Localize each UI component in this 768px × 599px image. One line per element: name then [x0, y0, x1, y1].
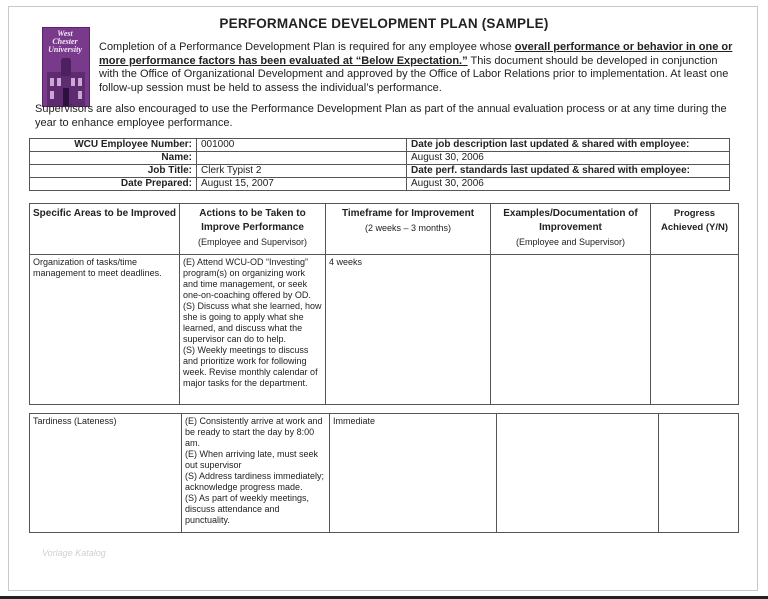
row-area: Tardiness (Lateness): [30, 414, 182, 533]
building-icon: [43, 58, 89, 106]
row-actions: (E) Attend WCU-OD “Investing” program(s) on organizing work and time management, or seek one-on-coaching offered by OD. (S) Discuss what she learned, how she is going to apply what she learned, and discuss what the supervisor can do to help. (S) Weekly meetings to discuss and prioritize work for following week. Revise monthly calendar of major tasks for the department.: [180, 255, 326, 405]
header-actions: Actions to be Taken to Improve Performance (Employee and Supervisor): [180, 204, 326, 255]
date-prepared-value: August 15, 2007: [197, 178, 407, 191]
row-actions: (E) Consistently arrive at work and be ready to start the day by 8:00 am. (E) When arriving late, must seek out supervisor (S) Address tardiness immediately; acknowledge progress made. (S) As part of weekly meetings, discuss attendance and punctuality.: [182, 414, 330, 533]
row-examples: [491, 255, 651, 405]
header-row: [30, 204, 739, 255]
job-description-date: August 30, 2006: [407, 152, 730, 165]
header-timeframe: Timeframe for Improvement (2 weeks – 3 months): [326, 204, 491, 255]
row-progress: [651, 255, 739, 405]
employee-number-value: 001000: [197, 139, 407, 152]
job-description-label: Date job description last updated & shared with employee:: [407, 139, 730, 152]
intro-emphasis: overall performance or behavior in one or more performance factors has been evaluated at “Below Expectation.”: [99, 41, 733, 67]
header-progress: Progress Achieved (Y/N): [651, 204, 739, 255]
improvement-plan-table: [29, 203, 739, 405]
table-row: [30, 414, 739, 533]
header-areas: Specific Areas to be Improved: [30, 204, 180, 255]
employee-info-table: [29, 138, 730, 191]
row-timeframe: Immediate: [330, 414, 497, 533]
perf-standards-date: August 30, 2006: [407, 178, 730, 191]
supervisor-paragraph: Supervisors are also encouraged to use the Performance Development Plan as part of the annual evaluation process or at any time during the year to enhance employee performance.: [35, 103, 727, 129]
intro-paragraph: Completion of a Performance Development Plan is required for any employee whose overall performance or behavior in one or more performance factors has been evaluated at “Below Expectation.” This document should be developed in conjunction with the Office of Organizational Development and approved by the Office of Labor Relations prior to implementation. At least one follow-up session must be held to assess the individual’s performance.: [99, 41, 733, 94]
job-title-label: Job Title:: [30, 165, 197, 178]
employee-number-label: WCU Employee Number:: [30, 139, 197, 152]
perf-standards-label: Date perf. standards last updated & shared with employee:: [407, 165, 730, 178]
row-progress: [659, 414, 739, 533]
row-area: Organization of tasks/time management to meet deadlines.: [30, 255, 180, 405]
job-title-value: Clerk Typist 2: [197, 165, 407, 178]
logo-text: West Chester University: [48, 29, 82, 54]
row-timeframe: 4 weeks: [326, 255, 491, 405]
improvement-plan-table-2: [29, 413, 739, 533]
header-examples: Examples/Documentation of Improvement (Employee and Supervisor): [491, 204, 651, 255]
university-logo: [42, 27, 90, 107]
page-title: PERFORMANCE DEVELOPMENT PLAN (SAMPLE): [219, 16, 549, 31]
row-examples: [497, 414, 659, 533]
table-row: [30, 255, 739, 405]
name-value: [197, 152, 407, 165]
name-label: Name:: [30, 152, 197, 165]
watermark: Vorlage Katalog: [42, 548, 106, 558]
date-prepared-label: Date Prepared:: [30, 178, 197, 191]
